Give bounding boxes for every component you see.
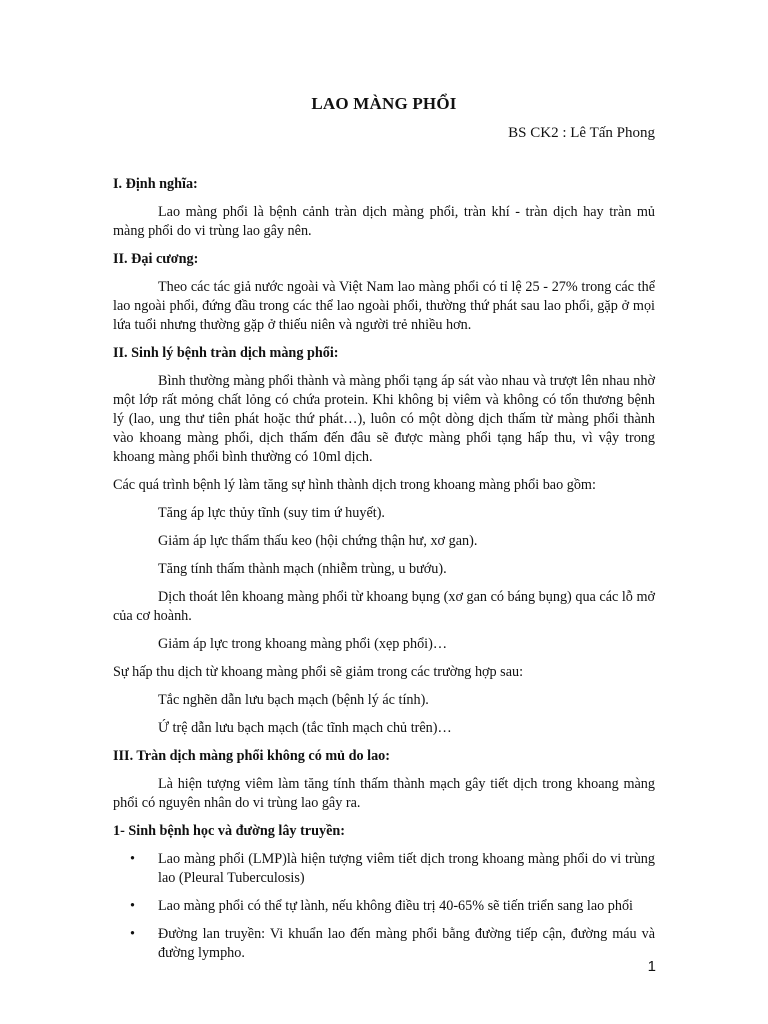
list-item: Giảm áp lực thẩm thấu keo (hội chứng thận hư, xơ gan). <box>158 533 478 549</box>
section-heading-overview: II. Đại cương: <box>113 251 199 267</box>
bullet-text: Lao màng phổi có thể tự lành, nếu không điều trị 40-65% sẽ tiến triển sang lao phổi <box>158 898 633 914</box>
bullet-item <box>113 925 655 963</box>
document-title: LAO MÀNG PHỔI <box>311 94 457 113</box>
bullet-list <box>113 850 655 963</box>
bullet-item <box>113 850 655 888</box>
document-body <box>113 175 655 972</box>
author-line: BS CK2 : Lê Tấn Phong <box>508 125 655 141</box>
list-item: Tắc nghẽn dẫn lưu bạch mạch (bệnh lý ác tính). <box>158 692 429 708</box>
paragraph: Là hiện tượng viêm làm tăng tính thấm thành mạch gây tiết dịch trong khoang màng phổi có nguyên nhân do vi trùng lao gây ra. <box>113 776 655 811</box>
paragraph: Theo các tác giả nước ngoài và Việt Nam lao màng phổi có tỉ lệ 25 - 27% trong các thể lao ngoài phổi, đứng đầu trong các thể lao ngoài phổi, thường thứ phát sau lao phổi, gặp ở mọi lứa tuổi nhưng thường gặp ở thiếu niên và người trẻ nhiều hơn. <box>113 279 655 333</box>
list-intro: Sự hấp thu dịch từ khoang màng phổi sẽ giảm trong các trường hợp sau: <box>113 664 524 680</box>
bullet-text: Đường lan truyền: Vi khuẩn lao đến màng phổi bằng đường tiếp cận, đường máu và đường lympho. <box>158 926 655 961</box>
section-heading-tb-effusion: III. Tràn dịch màng phổi không có mủ do lao: <box>113 748 390 764</box>
page-number: 1 <box>647 958 656 975</box>
bullet-text: Lao màng phổi (LMP)là hiện tượng viêm tiết dịch trong khoang màng phổi do vi trùng lao (Pleural Tuberculosis) <box>158 851 655 886</box>
subsection-heading-pathogenesis: 1- Sinh bệnh học và đường lây truyền: <box>113 823 345 839</box>
list-intro: Các quá trình bệnh lý làm tăng sự hình thành dịch trong khoang màng phổi bao gồm: <box>113 477 596 493</box>
section-heading-definition: I. Định nghĩa: <box>113 176 198 192</box>
bullet-icon: • <box>130 898 135 914</box>
list-item: Ứ trệ dẫn lưu bạch mạch (tắc tĩnh mạch chủ trên)… <box>158 720 452 736</box>
section-heading-pathophysiology: II. Sinh lý bệnh tràn dịch màng phổi: <box>113 345 339 361</box>
list-item: Tăng áp lực thủy tĩnh (suy tim ứ huyết). <box>158 505 385 521</box>
list-item: Dịch thoát lên khoang màng phổi từ khoang bụng (xơ gan có báng bụng) qua các lỗ mở của cơ hoành. <box>113 589 655 624</box>
list-item: Tăng tính thấm thành mạch (nhiễm trùng, u bướu). <box>158 561 447 577</box>
list-item: Giảm áp lực trong khoang màng phổi (xẹp phổi)… <box>158 636 448 652</box>
bullet-item <box>113 897 655 916</box>
paragraph: Lao màng phổi là bệnh cảnh tràn dịch màng phổi, tràn khí - tràn dịch hay tràn mủ màng phổi do vi trùng lao gây nên. <box>113 204 655 239</box>
bullet-icon: • <box>130 851 135 867</box>
bullet-icon: • <box>130 926 135 942</box>
paragraph: Bình thường màng phổi thành và màng phổi tạng áp sát vào nhau và trượt lên nhau nhờ một lớp rất mỏng chất lỏng có chứa protein. Khi không bị viêm và không có tổn thương bệnh lý (lao, ung thư tiên phát hoặc thứ phát…), luôn có một dòng dịch thấm từ màng phổi thành vào khoang màng phổi, dịch thấm đến đâu sẽ được màng phổi tạng hấp thu, vì vậy trong khoang màng phổi bình thường có 10ml dịch. <box>113 373 655 465</box>
